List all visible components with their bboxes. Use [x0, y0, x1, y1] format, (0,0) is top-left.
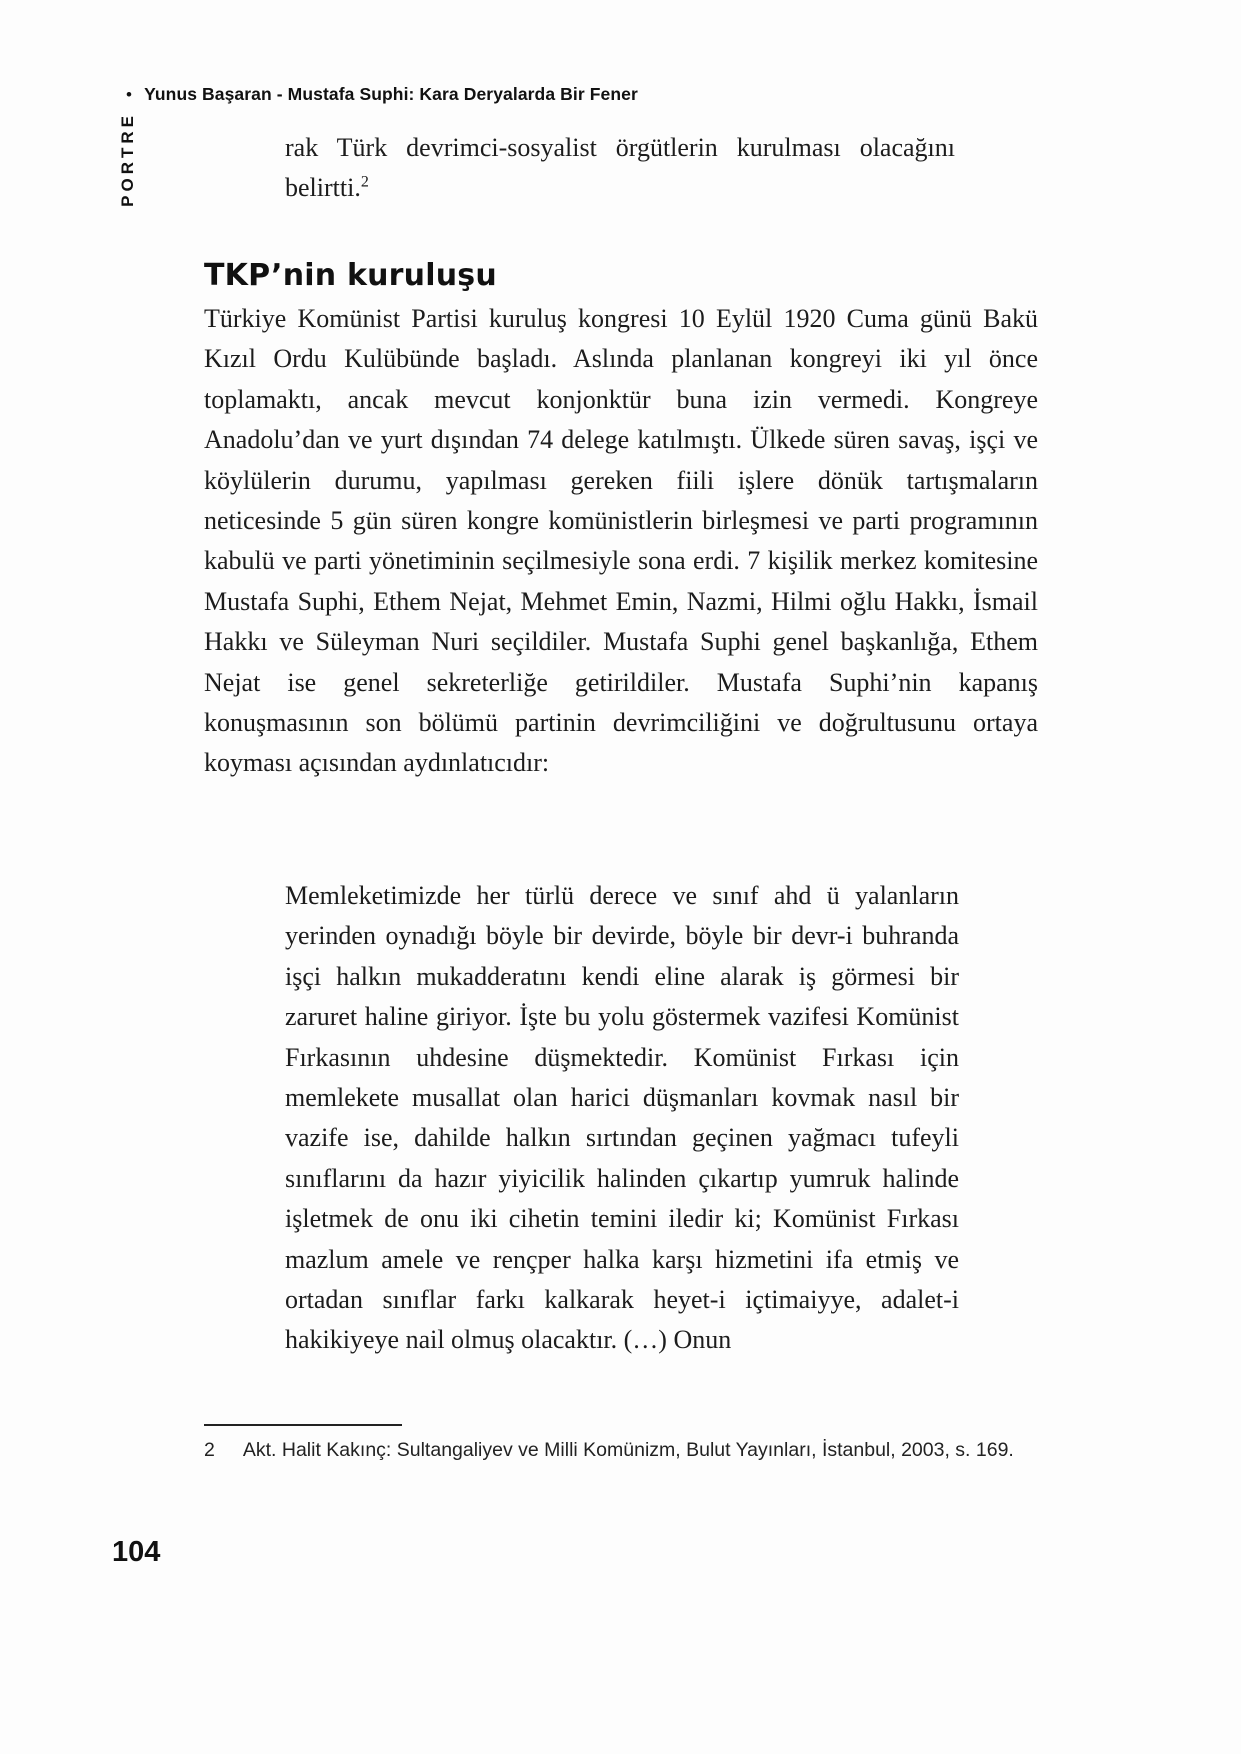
side-label-portre: PORTRE — [118, 112, 137, 207]
header-author: Yunus Başaran - — [144, 84, 288, 104]
section-heading: TKP’nin kuruluşu — [204, 258, 497, 293]
intro-text: rak Türk devrimci-sosyalist örgütlerin kurulması olacağını belirtti. — [285, 133, 955, 202]
intro-continuation-paragraph — [285, 128, 955, 208]
footnote-text: Akt. Halit Kakınç: Sultangaliyev ve Milli Komünizm, Bulut Yayınları, İstanbul, 2003, s. 169. — [242, 1439, 1014, 1461]
running-header — [126, 84, 638, 105]
header-book-title: Mustafa Suphi: Kara Deryalarda Bir Fener — [287, 84, 638, 104]
block-quote: Memleketimizde her türlü derece ve sınıf ahd ü yalanların yerinden oynadığı böyle bir devirde, böyle bir devr-i buhranda işçi halkın mukadderatını kendi eline alarak iş görmesi bir zaruret haline giriyor. İşte bu yolu göstermek vazifesi Komünist Fırkasının uhdesine düşmektedir. Komünist Fırkası için memlekete musallat olan harici düşmanları kovmak nasıl bir vazife ise, dahilde halkın sırtından geçinen yağmacı tufeyli sınıflarını da hazır yiyicilik halinden çıkartıp yumruk halinde işletmek de onu iki cihetin temini iledir ki; Komünist Fırkası mazlum amele ve rençper halka karşı hizmetini ifa etmiş ve ortadan sınıflar farkı kalkarak heyet-i içtimaiyye, adalet-i hakikiyeye nail olmuş olacaktır. (…) Onun — [285, 881, 959, 1355]
header-bullet-icon: • — [126, 85, 133, 104]
footnote — [204, 1437, 1038, 1464]
page-number: 104 — [112, 1536, 161, 1568]
footnote-number: 2 — [204, 1439, 215, 1461]
footnote-separator-rule — [204, 1424, 402, 1426]
body-paragraph: Türkiye Komünist Partisi kuruluş kongresi 10 Eylül 1920 Cuma günü Bakü Kızıl Ordu Kulübünde başladı. Aslında planlanan kongreyi iki yıl önce toplamaktı, ancak mevcut konjonktür buna izin vermedi. Kongreye Anadolu’dan ve yurt dışından 74 delege katılmıştı. Ülkede süren savaş, işçi ve köylülerin durumu, yapılması gereken fiili işlere dönük tartışmaların neticesinde 5 gün süren kongre komünistlerin birleşmesi ve parti programının kabulü ve parti yönetiminin seçilmesiyle sona erdi. 7 kişilik merkez komitesine Mustafa Suphi, Ethem Nejat, Mehmet Emin, Nazmi, Hilmi oğlu Hakkı, İsmail Hakkı ve Süleyman Nuri seçildiler. Mustafa Suphi genel başkanlığa, Ethem Nejat ise genel sekreterliğe getirildiler. Mustafa Suphi’nin kapanış konuşmasının son bölümü partinin devrimciliğini ve doğrultusunu ortaya koyması açısından aydınlatıcıdır: — [204, 304, 1038, 778]
footnote-reference-mark: 2 — [360, 173, 369, 191]
